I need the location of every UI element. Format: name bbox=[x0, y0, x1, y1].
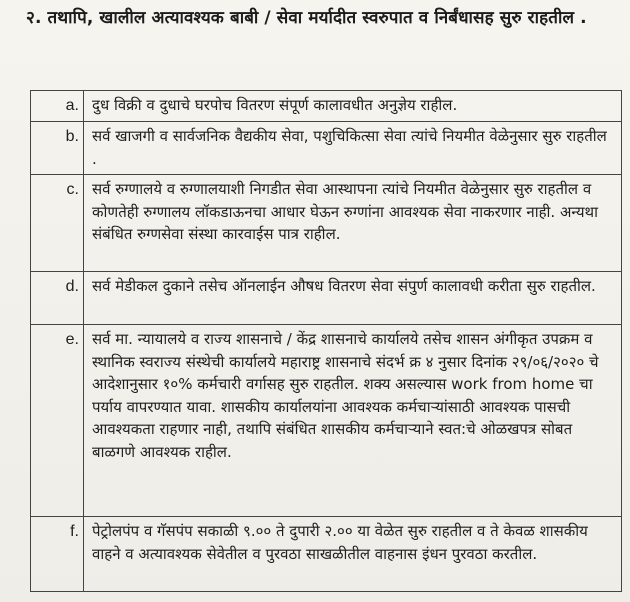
services-table bbox=[30, 90, 622, 592]
section-heading: २. तथापि, खालील अत्यावश्यक बाबी / सेवा मर्यादीत स्वरुपात व निर्बंधासह सुरु राहतील . bbox=[26, 8, 587, 28]
item-text: सर्व खाजगी व सार्वजनिक वैद्यकीय सेवा, पशुचिकित्सा सेवा त्यांचे नियमीत वेळेनुसार सुरु राहतील . bbox=[84, 122, 622, 175]
table-row bbox=[31, 122, 622, 175]
item-letter: a. bbox=[31, 91, 84, 122]
item-letter: c. bbox=[31, 175, 84, 272]
item-letter: d. bbox=[31, 272, 84, 325]
item-letter: b. bbox=[31, 122, 84, 175]
item-letter: f. bbox=[31, 517, 84, 592]
item-text: सर्व रुग्णालये व रुग्णालयाशी निगडीत सेवा आस्थापना त्यांचे नियमीत वेळेनुसार सुरु राहतील व कोणतेही रुग्णालय लॉकडाऊनचा आधार घेऊन रुग्णांना आवश्यक सेवा नाकरणार नाही. अन्यथा संबंधित रुग्णसेवा संस्था कारवाईस पात्र राहील. bbox=[84, 175, 622, 272]
item-text: सर्व मेडीकल दुकाने तसेच ऑनलाईन औषध वितरण सेवा संपुर्ण कालावधी करीता सुरु राहतील. bbox=[84, 272, 622, 325]
table-row bbox=[31, 517, 622, 592]
table-row bbox=[31, 272, 622, 325]
item-text: दुध विक्री व दुधाचे घरपोच वितरण संपूर्ण कालावधीत अनुज्ञेय राहील. bbox=[84, 91, 622, 122]
item-text: सर्व मा. न्यायालये व राज्य शासनाचे / केंद्र शासनाचे कार्यालये तसेच शासन अंगीकृत उपक्रम व स्थानिक स्वराज्य संस्थेची कार्यालये महाराष्ट्र शासनाचे संदर्भ क्र ४ नुसार दिनांक २९/०६/२०२० चे आदेशानुसार १०% कर्मचारी वर्गासह सुरु राहतील. शक्य असल्यास work from home चा पर्याय वापरण्यात यावा. शासकीय कार्यालयांना आवश्यक कर्मचाऱ्यांसाठी आवश्यक पासची आवश्यकता राहणार नाही, तथापि संबंधित शासकीय कर्मचाऱ्याने स्वत:चे ओळखपत्र सोबत बाळगणे आवश्यक राहील. bbox=[84, 325, 622, 517]
item-text: पेट्रोलपंप व गॅसपंप सकाळी ९.०० ते दुपारी २.०० या वेळेत सुरु राहतील व ते केवळ शासकीय वाहने व अत्यावश्यक सेवेतील व पुरवठा साखळीतील वाहनास इंधन पुरवठा करतील. bbox=[84, 517, 622, 592]
table-row bbox=[31, 325, 622, 517]
table-row bbox=[31, 91, 622, 122]
item-letter: e. bbox=[31, 325, 84, 517]
table-row bbox=[31, 175, 622, 272]
